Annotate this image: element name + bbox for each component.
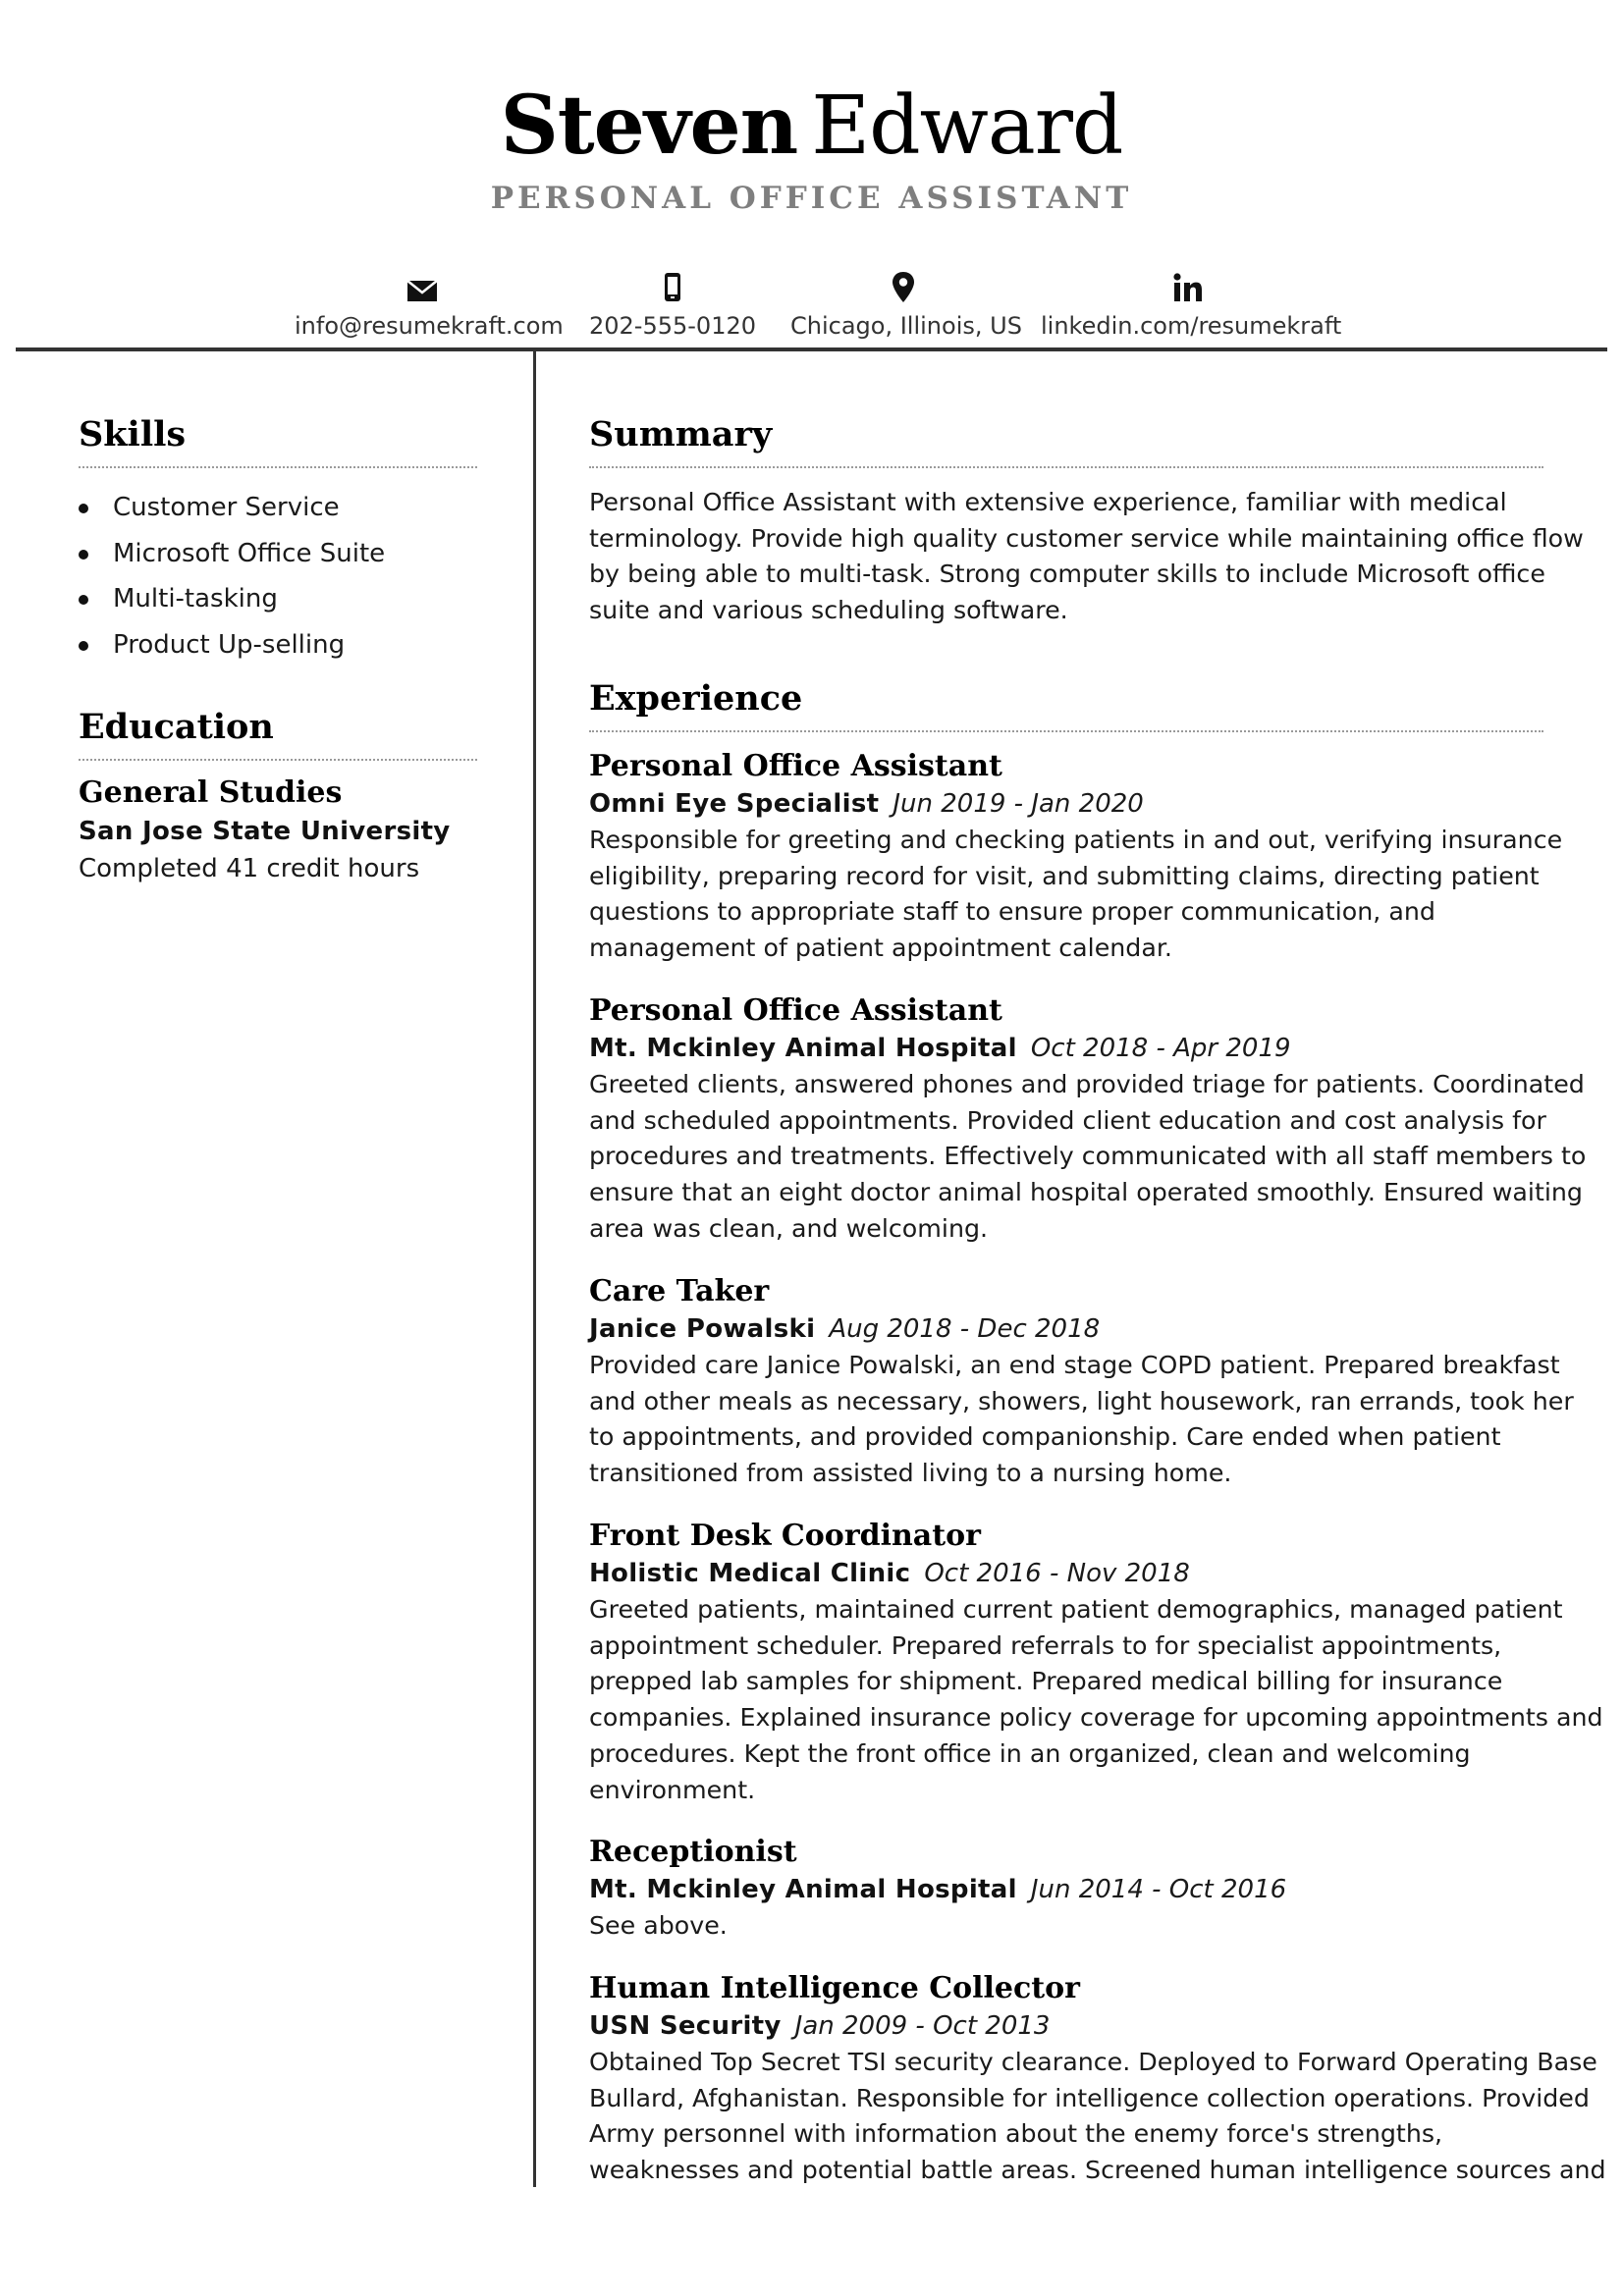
job-entry (589, 992, 1587, 1248)
first-name: Steven (500, 79, 798, 173)
job-line: prepped lab samples for shipment. Prepared medical billing for insurance (589, 1667, 1503, 1696)
education-school: San Jose State University (79, 817, 451, 846)
job-meta (589, 2007, 1551, 2045)
job-meta (589, 1030, 1551, 1067)
skill-item: Multi-tasking (79, 576, 385, 622)
education-divider (79, 759, 477, 761)
job-line: weaknesses and potential battle areas. Screened human intelligence sources and (589, 2156, 1606, 2185)
skills-list (79, 485, 385, 667)
map-pin-icon (790, 269, 1016, 306)
job-dates: Oct 2018 - Apr 2019 (1030, 1034, 1291, 1063)
job-company: Mt. Mckinley Animal Hospital (589, 1875, 1017, 1904)
job-company: Omni Eye Specialist (589, 789, 880, 819)
job-description (589, 823, 1563, 967)
job-line: procedures and treatments. Effectively communicated with all staff members to (589, 1142, 1587, 1171)
column-divider (533, 351, 536, 2187)
summary-line: Personal Office Assistant with extensive experience, familiar with medical (589, 488, 1507, 516)
summary-line: suite and various scheduling software. (589, 596, 1068, 625)
summary-line: by being able to multi-task. Strong computer skills to include Microsoft office (589, 560, 1545, 589)
header-divider (16, 347, 1607, 351)
job-company: Janice Powalski (589, 1314, 816, 1344)
summary-heading: Summary (589, 414, 773, 454)
job-title: Receptionist (589, 1835, 797, 1869)
job-line: and scheduled appointments. Provided client education and cost analysis for (589, 1105, 1546, 1135)
job-meta (589, 1310, 1551, 1348)
contact-location (790, 269, 1022, 340)
job-line: procedures. Kept the front office in an organized, clean and welcoming (589, 1738, 1471, 1768)
job-description (589, 1067, 1587, 1248)
job-line: ensure that an eight doctor animal hospital operated smoothly. Ensured waiting (589, 1178, 1583, 1207)
linkedin-text: linkedin.com/resumekraft (1041, 312, 1342, 340)
job-title: Human Intelligence Collector (589, 1971, 1080, 2005)
job-dates: Jun 2019 - Jan 2020 (893, 789, 1144, 819)
experience-divider (589, 730, 1543, 732)
job-line: Greeted patients, maintained current patient demographics, managed patient (589, 1595, 1563, 1624)
job-title: Care Taker (589, 1274, 770, 1308)
job-entry (589, 1518, 1603, 1808)
job-line: environment. (589, 1775, 756, 1804)
job-line: transitioned from assisted living to a nursing home. (589, 1459, 1232, 1488)
summary-line: terminology. Provide high quality customer service while maintaining office flow (589, 523, 1584, 553)
job-description (589, 1348, 1574, 1492)
job-line: and other meals as necessary, showers, light housework, ran errands, took her (589, 1386, 1574, 1415)
job-line: companies. Explained insurance policy coverage for upcoming appointments and (589, 1703, 1603, 1733)
job-line: to appointments, and provided companionship. Care ended when patient (589, 1422, 1501, 1452)
job-line: questions to appropriate staff to ensure proper communication, and (589, 897, 1435, 927)
location-text: Chicago, Illinois, US (790, 312, 1022, 340)
job-company: USN Security (589, 2011, 782, 2041)
skill-item: Customer Service (79, 485, 385, 531)
job-line: appointment scheduler. Prepared referrals to for specialist appointments, (589, 1630, 1502, 1660)
last-name: Edward (811, 80, 1123, 173)
job-dates: Oct 2016 - Nov 2018 (924, 1559, 1190, 1588)
phone-icon (569, 269, 776, 306)
job-title: Personal Office Assistant (589, 993, 1002, 1028)
job-entry (589, 1834, 1551, 1945)
job-title-headline: PERSONAL OFFICE ASSISTANT (490, 181, 1133, 216)
job-entry (589, 1970, 1606, 2189)
job-company: Holistic Medical Clinic (589, 1559, 911, 1588)
job-entry (589, 1273, 1574, 1492)
skill-item: Product Up-selling (79, 622, 385, 668)
education-heading: Education (79, 707, 274, 747)
linkedin-icon (1041, 269, 1335, 306)
job-entry (589, 748, 1563, 967)
skills-heading: Skills (79, 414, 187, 454)
job-line: Bullard, Afghanistan. Responsible for intelligence collection operations. Provided (589, 2083, 1590, 2112)
contact-email[interactable] (295, 269, 564, 340)
contact-linkedin[interactable] (1041, 269, 1342, 340)
job-company: Mt. Mckinley Animal Hospital (589, 1034, 1017, 1063)
job-line: Army personnel with information about the enemy force's strengths, (589, 2119, 1443, 2149)
email-text: info@resumekraft.com (295, 312, 564, 340)
phone-text: 202-555-0120 (588, 312, 756, 340)
job-line: Greeted clients, answered phones and provided triage for patients. Coordinated (589, 1070, 1585, 1098)
job-line: Obtained Top Secret TSI security clearance. Deployed to Forward Operating Base (589, 2048, 1597, 2076)
job-meta (589, 1555, 1551, 1592)
job-line: eligibility, preparing record for visit, and submitting claims, directing patient (589, 861, 1540, 890)
education-note: Completed 41 credit hours (79, 854, 420, 883)
envelope-icon (295, 269, 550, 306)
summary-text (589, 485, 1584, 629)
job-dates: Jan 2009 - Oct 2013 (794, 2011, 1051, 2041)
candidate-name (0, 77, 1623, 176)
skills-divider (79, 466, 477, 468)
experience-heading: Experience (589, 678, 803, 719)
job-line: Responsible for greeting and checking patients in and out, verifying insurance (589, 826, 1563, 854)
job-description (589, 2045, 1606, 2189)
job-meta (589, 785, 1551, 823)
job-description (589, 1908, 1551, 1945)
job-title: Personal Office Assistant (589, 749, 1002, 783)
job-dates: Aug 2018 - Dec 2018 (829, 1314, 1101, 1344)
job-line: area was clean, and welcoming. (589, 1213, 989, 1243)
contact-phone[interactable] (569, 269, 776, 340)
job-title: Front Desk Coordinator (589, 1519, 981, 1553)
job-line: management of patient appointment calendar. (589, 934, 1172, 963)
summary-divider (589, 466, 1543, 468)
education-degree: General Studies (79, 775, 343, 810)
job-line: See above. (589, 1911, 728, 1940)
job-description (589, 1592, 1603, 1808)
job-meta (589, 1871, 1551, 1908)
job-line: Provided care Janice Powalski, an end stage COPD patient. Prepared breakfast (589, 1351, 1560, 1379)
skill-item: Microsoft Office Suite (79, 531, 385, 577)
job-dates: Jun 2014 - Oct 2016 (1030, 1875, 1287, 1904)
